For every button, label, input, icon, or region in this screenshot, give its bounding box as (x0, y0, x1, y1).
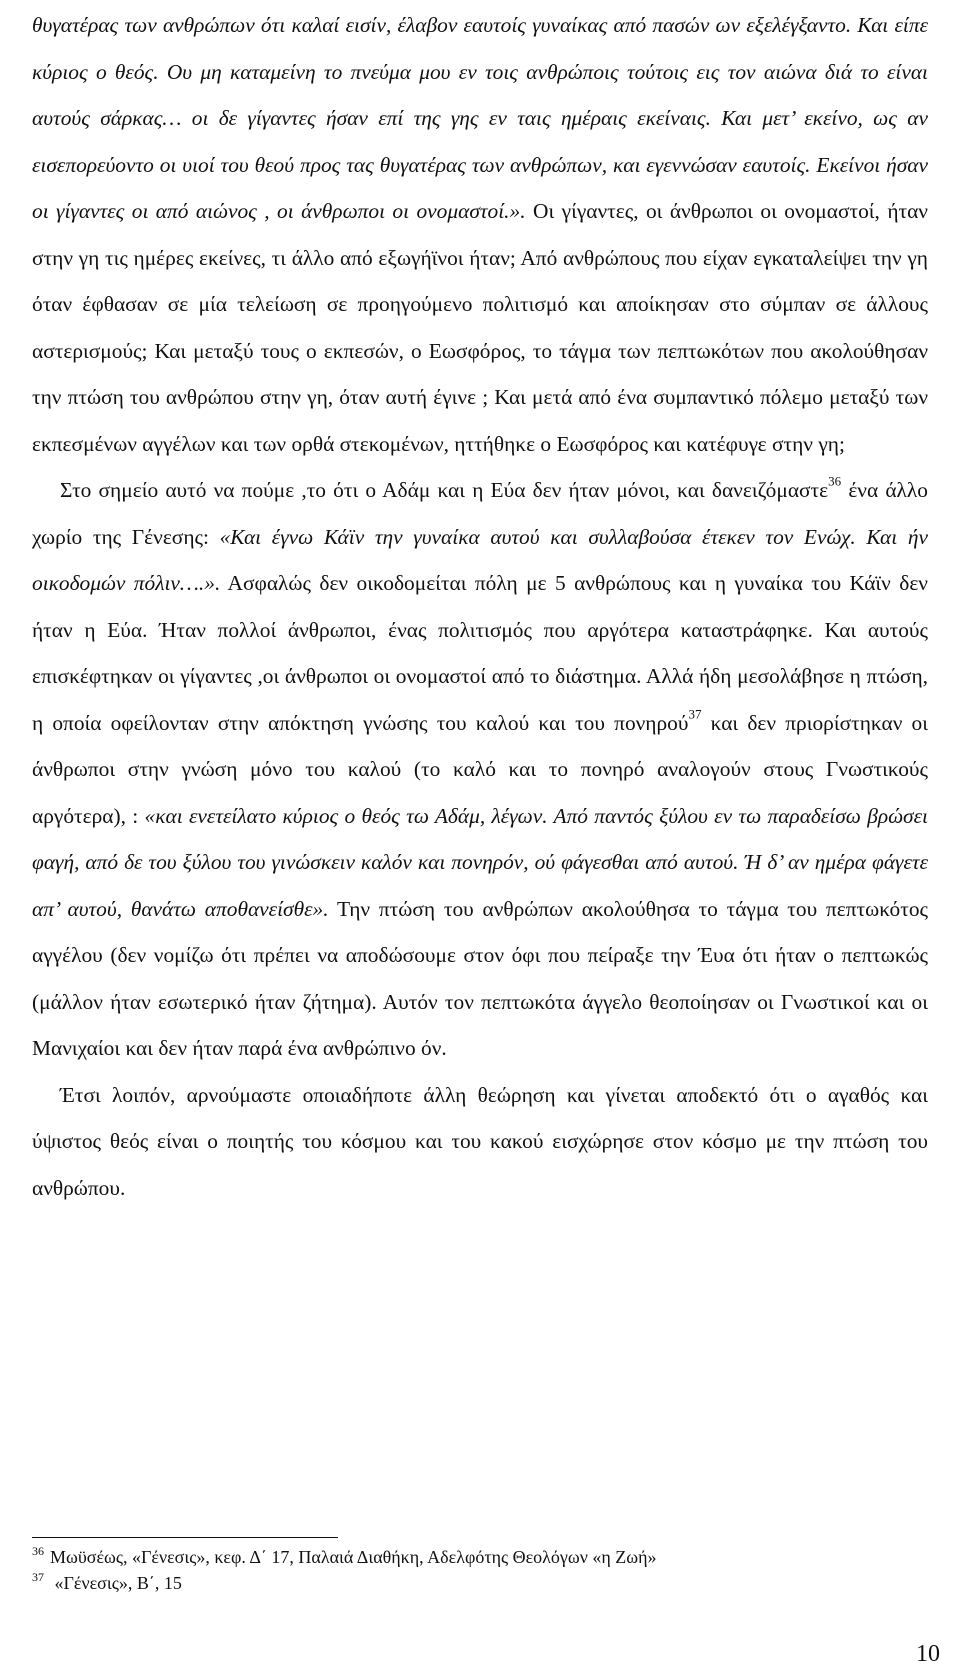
footnote-number: 37 (32, 1569, 44, 1584)
paragraph-text: Έτσι λοιπόν, αρνούμαστε οποιαδήποτε άλλη θεώρηση και γίνεται αποδεκτό ότι ο αγαθός και ύψιστος θεός είναι ο ποιητής του κόσμου και του κακού εισχώρησε στον κόσμο με την πτώση του ανθρώπου. (32, 1082, 928, 1200)
body-text (32, 2, 928, 1211)
paragraph-text: Στο σημείο αυτό να πούμε ,το ότι ο Αδάμ και η Εύα δεν ήταν μόνοι, και δανειζόμαστε (60, 478, 829, 502)
footnote-text: Μωϋσέως, «Γένεσις», κεφ. Δ΄ 17, Παλαιά Διαθήκη, Αδελφότης Θεολόγων «η Ζωή» (50, 1547, 657, 1567)
footnote-reference: 37 (688, 705, 702, 721)
paragraph-text: Οι γίγαντες, οι άνθρωποι οι ονομαστοί, ήταν στην γη τις ημέρες εκείνες, τι άλλο από εξωγήϊνοι ήταν; Από ανθρώπους που είχαν εγκαταλείψει την γη όταν έφθασαν σε μία τελείωση σε προηγούμενο πολιτισμό και αποίκησαν στο σύμπαν σε άλλους αστερισμούς; Και μεταξύ τους ο εκπεσών, ο Εωσφόρος, το τάγμα των πεπτωκότων που ακολούθησαν την πτώση του ανθρώπου στην γη, όταν αυτή έγινε ; Και μετά από ένα συμπαντικό πόλεμο μεταξύ των εκπεσμένων αγγέλων και των ορθά στεκομένων, ηττήθηκε ο Εωσφόρος και κατέφυγε στην γη; (32, 199, 928, 456)
paragraph (32, 2, 928, 467)
paragraph-text: ένα άλλο χωρίο της Γένεσης: (32, 478, 928, 549)
footnote-reference: 36 (828, 473, 842, 489)
paragraph-text: Την πτώση του ανθρώπων ακολούθησα το τάγμα του πεπτωκότος αγγέλου (δεν νομίζω ότι πρέπει να αποδώσουμε στον όφι που πείραξε την Έυα ότι ήταν ο πεπτωκώς (μάλλον ήταν εσωτερικό ήταν ζήτημα). Αυτόν τον πεπτωκότα άγγελο θεοποίησαν οι Γνωστικοί και οι Μανιχαίοι και δεν ήταν παρά ένα ανθρώπινο όν. (32, 896, 928, 1060)
footnote-text: «Γένεσις», Β΄, 15 (50, 1573, 182, 1593)
quoted-scripture-text: «Και έγνω Κάϊν την γυναίκα αυτού και συλλαβούσα έτεκεν τον Ενώχ. Και ήν οικοδομών πόλιν….». (32, 524, 928, 595)
paragraph-text: και δεν πριορίστηκαν οι άνθρωποι στην γνώση μόνο του καλού (το καλό και το πονηρό αναλογούν στους Γνωστικούς αργότερα), : (32, 710, 928, 828)
footnotes (32, 1544, 928, 1596)
quoted-scripture-text: «και ενετείλατο κύριος ο θεός τω Αδάμ, λέγων. Από παντός ξύλου εν τω παραδείσω βρώσει φαγή, από δε του ξύλου του γινώσκειν καλόν και πονηρόν, ού φάγεσθαι από αυτού. Ή δ’ αν ημέρα φάγετε απ’ αυτού, θανάτω αποθανείσθε». (32, 803, 928, 921)
paragraph (32, 1072, 928, 1212)
page-number: 10 (916, 1641, 940, 1667)
footnote-separator (32, 1537, 338, 1538)
footnote (32, 1570, 928, 1596)
paragraph (32, 467, 928, 1072)
footnote (32, 1544, 928, 1570)
quoted-scripture-text: θυγατέρας των ανθρώπων ότι καλαί εισίν, έλαβον εαυτοίς γυναίκας από πασών ων εξελέγξαντο. Και είπε κύριος ο θεός. Ου μη καταμείνη το πνεύμα μου εν τοις ανθρώποις τούτοις εις τον αιώνα διά το είναι αυτούς σάρκας… οι δε γίγαντες ήσαν επί της γης εν ταις ημέραις εκείναις. Και μετ’ εκείνο, ως αν εισεπορεύοντο οι υιοί του θεού προς τας θυγατέρας των ανθρώπων, και εγεννώσαν εαυτοίς. Εκείνοι ήσαν οι γίγαντες οι από αιώνος , οι άνθρωποι οι ονομαστοί.». (32, 13, 928, 223)
footnote-number: 36 (32, 1543, 44, 1558)
paragraph-text: Ασφαλώς δεν οικοδομείται πόλη με 5 ανθρώπους και η γυναίκα του Κάϊν δεν ήταν η Εύα. Ήταν πολλοί άνθρωποι, ένας πολιτισμός που αργότερα καταστράφηκε. Και αυτούς επισκέφτηκαν οι γίγαντες ,οι άνθρωποι οι ονομαστοί από το διάστημα. Αλλά ήδη μεσολάβησε η πτώση, η οποία οφείλονταν στην απόκτηση γνώσης του καλού και του πονηρού (32, 571, 928, 735)
